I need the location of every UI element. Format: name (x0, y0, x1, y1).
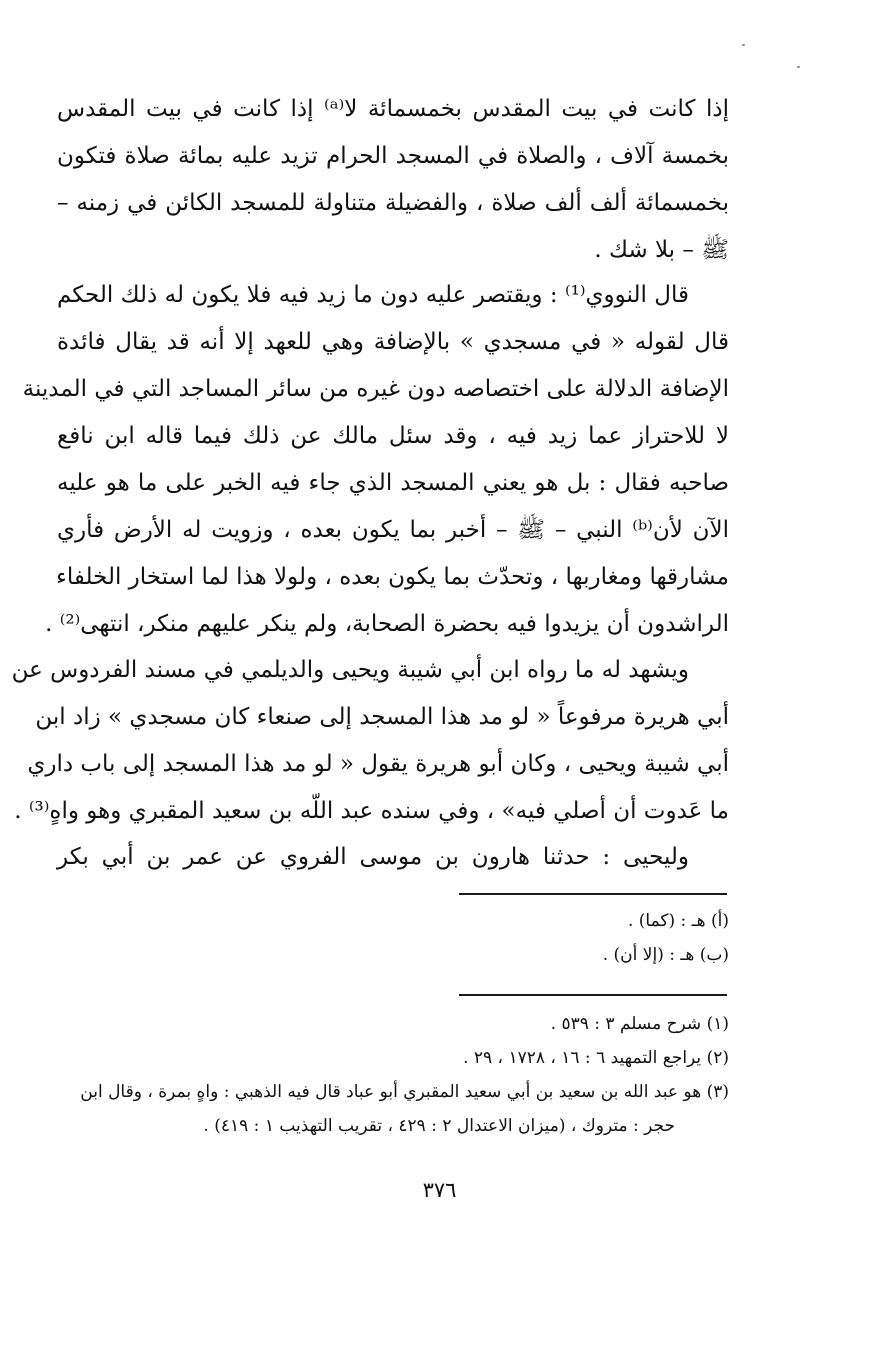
text-line: ﷺ – بلا شك . (594, 237, 729, 263)
paragraph-2 (22, 272, 729, 648)
text-line: قال لقوله « في مسجدي » بالإضافة وهي للعهد إلا أنه قد يقال فائدة (57, 329, 729, 355)
footnote-2: (٢) يراجع التمهيد ٦ : ١٦ ، ١٧٢٨ ، ٢٩ . (463, 1048, 729, 1068)
text-line: لا للاحتراز عما زيد فيه ، وقد سئل مالك عن ذلك فيما قاله ابن نافع (57, 423, 729, 449)
footnote-3: (٣) هو عبد الله بن سعيد بن أبي سعيد المقبري أبو عباد قال فيه الذهبي : واهٍ بمرة ، وقال ابن (80, 1082, 729, 1102)
text-line: أبي هريرة مرفوعاً « لو مد هذا المسجد إلى صنعاء كان مسجدي » زاد ابن (35, 704, 729, 730)
variant-notes-divider (459, 893, 727, 895)
text-line: الآن لأن⁽ᵇ⁾ النبي – ﷺ – أخبر بما يكون بعده ، وزويت له الأرض فأري (57, 517, 729, 543)
text-line: الراشدون أن يزيدوا فيه بحضرة الصحابة، ولم ينكر عليهم منكر، انتهى⁽²⁾ . (45, 611, 729, 637)
variant-note: (ب) هـ : (إلا أن) . (602, 945, 729, 965)
scan-speck (742, 44, 745, 46)
variant-notes (57, 904, 729, 972)
footnote-3-continuation: حجر : متروك ، (ميزان الاعتدال ٢ : ٤٢٩ ، تقريب التهذيب ١ : ٤١٩) . (203, 1116, 675, 1136)
text-line: ويشهد له ما رواه ابن أبي شيبة ويحيى والديلمي في مسند الفردوس عن (11, 657, 689, 683)
text-line: ما عَدوت أن أصلي فيه» ، وفي سنده عبد اللّه بن سعيد المقبري وهو واهٍ⁽³⁾ . (14, 798, 729, 824)
text-line: إذا كانت في بيت المقدس بخمسمائة لا⁽ᵃ⁾ إذا كانت في بيت المقدس (57, 96, 729, 122)
footnotes-divider (459, 994, 727, 996)
text-line: بخمسمائة ألف ألف صلاة ، والفضيلة متناولة للمسجد الكائن في زمنه – (57, 190, 729, 216)
variant-note: (أ) هـ : (كما) . (627, 911, 729, 931)
text-line: الإضافة الدلالة على اختصاصه دون غيره من سائر المساجد التي في المدينة (22, 376, 729, 402)
paragraph-4 (57, 834, 729, 881)
text-line: وليحيى : حدثنا هارون بن موسى الفروي عن عمر بن أبي بكر (57, 844, 689, 870)
scan-speck (797, 66, 800, 68)
paragraph-1 (57, 86, 729, 274)
text-line: مشارقها ومغاربها ، وتحدّث بما يكون بعده ، ولولا هذا لما استخار الخلفاء (56, 564, 729, 590)
page-number: ٣٧٦ (422, 1178, 457, 1202)
text-line: أبي شيبة ويحيى ، وكان أبو هريرة يقول « لو مد هذا المسجد إلى باب داري (27, 751, 729, 777)
footnotes (57, 1007, 729, 1143)
text-line: بخمسة آلاف ، والصلاة في المسجد الحرام تزيد عليه بمائة صلاة فتكون (57, 143, 729, 169)
text-line: صاحبه فقال : بل هو يعني المسجد الذي جاء فيه الخبر على ما هو عليه (57, 470, 729, 496)
footnote-1: (١) شرح مسلم ٣ : ٥٣٩ . (550, 1014, 729, 1034)
paragraph-3 (11, 647, 729, 835)
text-line: قال النووي⁽¹⁾ : ويقتصر عليه دون ما زيد فيه فلا يكون له ذلك الحكم (57, 282, 689, 308)
